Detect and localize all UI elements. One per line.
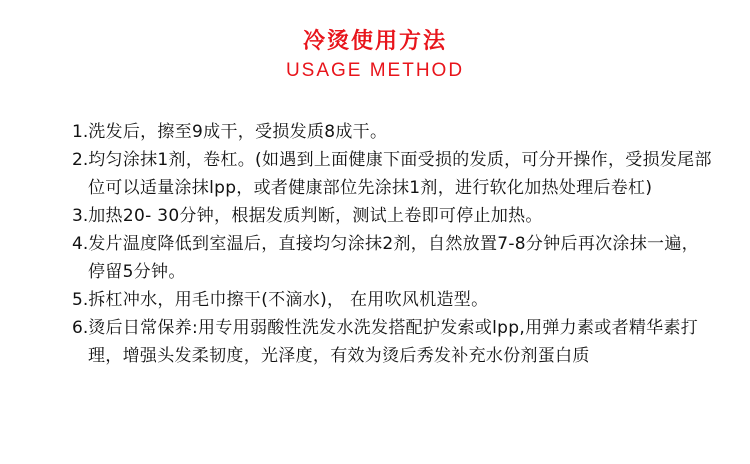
step-number: 4. xyxy=(72,234,89,254)
step-number: 1. xyxy=(72,122,89,142)
step-number: 2. xyxy=(72,150,89,170)
step-text: 均匀涂抹1剂，卷杠。(如遇到上面健康下面受损的发质，可分开操作，受损发尾部位可以适量涂抹lpp，或者健康部位先涂抹1剂，进行软化加热处理后卷杠) xyxy=(88,150,712,198)
step-number: 6. xyxy=(72,318,89,338)
step-item-4 xyxy=(72,230,712,286)
step-text: 拆杠冲水，用毛巾擦干(不滴水)， 在用吹风机造型。 xyxy=(88,290,489,310)
step-item-1 xyxy=(72,118,712,146)
step-text: 发片温度降低到室温后，直接均匀涂抹2剂，自然放置7-8分钟后再次涂抹一遍，停留5分钟。 xyxy=(88,234,699,282)
step-item-6 xyxy=(72,314,712,370)
step-item-5 xyxy=(72,286,712,314)
step-number: 5. xyxy=(72,290,89,310)
step-text: 烫后日常保养:用专用弱酸性洗发水洗发搭配护发索或lpp,用弹力素或者精华素打理，增强头发柔韧度，光泽度，有效为烫后秀发补充水份剂蛋白质 xyxy=(88,318,699,366)
title-english: USAGE METHOD xyxy=(285,60,465,81)
step-text: 加热20- 30分钟，根据发质判断，测试上卷即可停止加热。 xyxy=(88,206,543,226)
title-chinese: 冷烫使用方法 xyxy=(302,29,447,54)
step-item-3 xyxy=(72,202,712,230)
usage-steps-list xyxy=(72,118,712,370)
step-number: 3. xyxy=(72,206,89,226)
step-text: 洗发后，擦至9成干，受损发质8成干。 xyxy=(88,122,388,142)
step-item-2 xyxy=(72,146,712,202)
